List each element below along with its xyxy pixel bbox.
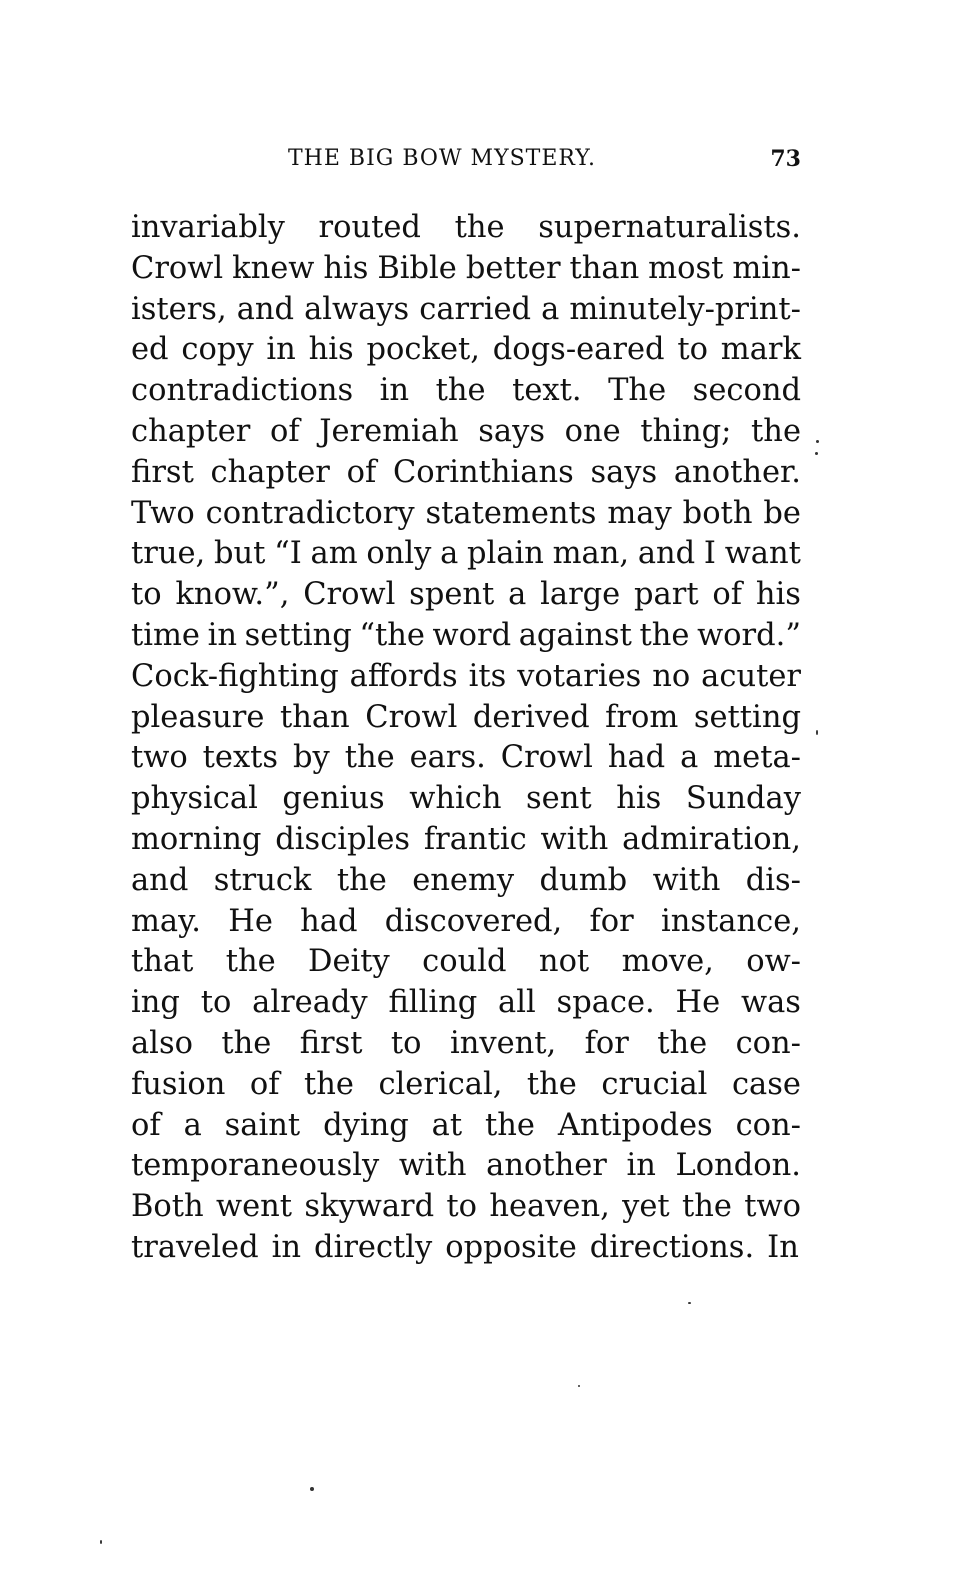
- word: temporaneously: [131, 1148, 380, 1184]
- word: derived: [472, 699, 590, 735]
- word: ears.: [409, 740, 486, 776]
- word: filling: [388, 985, 478, 1021]
- word: two: [131, 740, 188, 776]
- word: was: [740, 985, 801, 1021]
- word: the: [344, 740, 395, 776]
- word: his: [616, 781, 662, 817]
- word: says: [590, 454, 658, 490]
- text-line: [131, 902, 801, 943]
- word: a: [680, 740, 699, 776]
- word: instance,: [661, 903, 801, 939]
- word: dumb: [539, 862, 628, 898]
- word: I: [703, 536, 716, 572]
- word: and: [637, 536, 696, 572]
- text-line: [131, 412, 801, 453]
- word: skyward: [304, 1189, 435, 1225]
- word: ing: [131, 985, 180, 1021]
- word: says: [478, 413, 545, 449]
- word: discovered,: [384, 903, 563, 939]
- word: Both: [131, 1189, 204, 1225]
- word: crucial: [601, 1066, 708, 1102]
- word: the: [681, 1189, 732, 1225]
- text-line: [131, 290, 801, 331]
- word: He: [675, 985, 721, 1021]
- running-header: [131, 146, 801, 180]
- word: the: [751, 413, 801, 449]
- word: dis-: [745, 862, 801, 898]
- word: one: [564, 413, 621, 449]
- word: always: [304, 291, 410, 327]
- word: pleasure: [131, 699, 265, 735]
- word: directions.: [589, 1229, 755, 1265]
- word: statements: [425, 495, 597, 531]
- word: admiration,: [622, 821, 801, 857]
- word: the: [225, 944, 276, 980]
- word: word.”: [697, 617, 801, 653]
- word: the: [639, 617, 690, 653]
- text-line: [131, 1106, 801, 1147]
- word: enemy: [412, 862, 515, 898]
- text-line: [131, 1065, 801, 1106]
- word: frantic: [423, 821, 527, 857]
- text-line: [131, 1146, 801, 1187]
- word: both: [682, 495, 753, 531]
- word: “I: [274, 536, 302, 572]
- word: by: [293, 740, 330, 776]
- word: already: [252, 985, 368, 1021]
- word: a: [183, 1107, 202, 1143]
- word: the: [526, 1066, 577, 1102]
- word: its: [468, 658, 507, 694]
- text-line: [131, 371, 801, 412]
- body-text: [131, 208, 801, 1269]
- word: Antipodes: [557, 1107, 713, 1143]
- word: Crowl: [131, 250, 224, 286]
- word: ed: [131, 332, 169, 368]
- word: thing;: [640, 413, 732, 449]
- word: Cock-fighting: [131, 658, 339, 694]
- word: setting: [244, 617, 352, 653]
- word: the: [485, 1107, 535, 1143]
- word: to: [390, 1025, 422, 1061]
- word: first: [299, 1025, 363, 1061]
- text-line: [131, 249, 801, 290]
- word: affords: [349, 658, 458, 694]
- word: a: [508, 577, 527, 613]
- word: part: [634, 577, 699, 613]
- scan-speck: [815, 452, 818, 455]
- word: for: [589, 903, 634, 939]
- word: with: [540, 821, 609, 857]
- word: be: [763, 495, 801, 531]
- word: in: [379, 373, 410, 409]
- word: true,: [131, 536, 206, 572]
- text-line: [131, 1187, 801, 1228]
- word: all: [498, 985, 536, 1021]
- word: clerical,: [378, 1066, 503, 1102]
- word: fusion: [131, 1066, 226, 1102]
- word: better: [465, 250, 561, 286]
- word: con-: [735, 1107, 801, 1143]
- word: isters,: [131, 291, 227, 327]
- word: no: [652, 658, 691, 694]
- text-line: [131, 1024, 801, 1065]
- word: invariably: [131, 210, 285, 245]
- word: of: [712, 577, 743, 613]
- word: to: [677, 332, 708, 368]
- word: in: [266, 332, 296, 368]
- word: only: [366, 536, 432, 572]
- word: and: [131, 862, 189, 898]
- word: against: [518, 617, 632, 653]
- word: supernaturalists.: [538, 210, 801, 245]
- word: Sunday: [685, 781, 801, 817]
- text-line: [131, 208, 801, 249]
- word: two: [744, 1189, 801, 1225]
- word: votaries: [517, 658, 642, 694]
- word: London.: [675, 1148, 801, 1184]
- word: of: [131, 1107, 161, 1143]
- text-line: [131, 657, 801, 698]
- text-line: [131, 861, 801, 902]
- word: first: [131, 454, 194, 490]
- word: to: [200, 985, 232, 1021]
- word: dogs-eared: [492, 332, 665, 368]
- scan-speck: [578, 1385, 580, 1387]
- word: man,: [552, 536, 630, 572]
- word: also: [131, 1025, 193, 1061]
- word: had: [607, 740, 666, 776]
- word: Crowl: [365, 699, 458, 735]
- word: knew: [232, 250, 315, 286]
- word: the: [657, 1025, 708, 1061]
- word: the: [304, 1066, 354, 1102]
- word: “the: [359, 617, 425, 653]
- word: carried: [419, 291, 532, 327]
- text-line: [131, 494, 801, 535]
- word: but: [213, 536, 266, 572]
- text-line: [131, 942, 801, 983]
- word: a: [541, 291, 560, 327]
- word: the: [435, 373, 486, 409]
- word: may: [607, 495, 672, 531]
- scan-speck: [688, 1302, 691, 1304]
- scan-speck: [816, 730, 818, 735]
- text-line: [131, 738, 801, 779]
- word: Deity: [308, 944, 390, 980]
- word: disciples: [275, 821, 411, 857]
- word: not: [538, 944, 590, 980]
- running-title: THE BIG BOW MYSTERY.: [288, 146, 596, 171]
- word: Corinthians: [392, 454, 574, 490]
- word: could: [422, 944, 507, 980]
- word: invent,: [449, 1025, 557, 1061]
- word: He: [228, 903, 273, 939]
- word: Crowl: [303, 577, 396, 613]
- word: the: [336, 862, 387, 898]
- word: chapter: [210, 454, 330, 490]
- word: traveled: [131, 1229, 259, 1265]
- text-line: [131, 575, 801, 616]
- word: Bible: [377, 250, 457, 286]
- word: word: [432, 617, 512, 653]
- word: morning: [131, 821, 262, 857]
- word: dying: [323, 1107, 409, 1143]
- word: struck: [213, 862, 312, 898]
- word: with: [652, 862, 721, 898]
- word: of: [346, 454, 377, 490]
- word: The: [608, 373, 667, 409]
- word: setting: [693, 699, 801, 735]
- word: yet: [622, 1189, 670, 1225]
- word: to: [446, 1189, 478, 1225]
- word: from: [605, 699, 679, 735]
- word: the: [454, 210, 505, 245]
- word: In: [767, 1229, 799, 1265]
- word: pocket,: [366, 332, 480, 368]
- word: time: [131, 617, 200, 653]
- word: had: [300, 903, 358, 939]
- word: directly: [314, 1229, 433, 1265]
- word: move,: [621, 944, 714, 980]
- text-line: [131, 820, 801, 861]
- word: contradictions: [131, 373, 354, 409]
- text-line: [131, 983, 801, 1024]
- word: sent: [526, 781, 592, 817]
- word: ow-: [746, 944, 801, 980]
- word: of: [269, 413, 300, 449]
- text-line: [131, 534, 801, 575]
- word: second: [692, 373, 801, 409]
- word: want: [724, 536, 801, 572]
- word: at: [431, 1107, 463, 1143]
- word: that: [131, 944, 194, 980]
- word: his: [755, 577, 801, 613]
- text-line: [131, 330, 801, 371]
- word: and: [236, 291, 295, 327]
- word: than: [279, 699, 350, 735]
- word: Crowl: [500, 740, 593, 776]
- word: mark: [720, 332, 801, 368]
- word: most: [648, 250, 724, 286]
- word: went: [215, 1189, 293, 1225]
- word: am: [310, 536, 358, 572]
- text-line: [131, 779, 801, 820]
- word: Two: [131, 495, 195, 531]
- word: min-: [732, 250, 801, 286]
- word: in: [271, 1229, 302, 1265]
- scan-speck: [816, 440, 819, 443]
- word: minutely-print-: [569, 291, 801, 327]
- word: plain: [467, 536, 544, 572]
- word: genius: [282, 781, 385, 817]
- word: his: [323, 250, 369, 286]
- text-line: [131, 453, 801, 494]
- word: chapter: [131, 413, 251, 449]
- word: to: [131, 577, 162, 613]
- word: spent: [409, 577, 495, 613]
- word: another: [486, 1148, 607, 1184]
- word: another.: [673, 454, 801, 490]
- word: in: [207, 617, 237, 653]
- word: case: [731, 1066, 801, 1102]
- word: text.: [512, 373, 582, 409]
- text-line: [131, 616, 801, 657]
- word: know.”,: [175, 577, 290, 613]
- word: texts: [202, 740, 279, 776]
- word: the: [221, 1025, 272, 1061]
- word: meta-: [713, 740, 801, 776]
- word: than: [569, 250, 640, 286]
- word: with: [398, 1148, 467, 1184]
- word: acuter: [701, 658, 801, 694]
- word: large: [540, 577, 621, 613]
- word: copy: [181, 332, 254, 368]
- word: for: [584, 1025, 629, 1061]
- word: contradictory: [205, 495, 415, 531]
- word: of: [249, 1066, 280, 1102]
- word: routed: [318, 210, 421, 245]
- word: opposite: [445, 1229, 577, 1265]
- word: space.: [556, 985, 655, 1021]
- word: Jeremiah: [319, 413, 459, 449]
- word: physical: [131, 781, 258, 817]
- text-line: [131, 1228, 801, 1269]
- word: his: [308, 332, 354, 368]
- word: in: [626, 1148, 656, 1184]
- scan-speck: [310, 1487, 314, 1491]
- scan-speck: [100, 1540, 102, 1544]
- word: heaven,: [489, 1189, 610, 1225]
- word: which: [409, 781, 502, 817]
- word: may.: [131, 903, 201, 939]
- word: con-: [735, 1025, 801, 1061]
- text-line: [131, 698, 801, 739]
- page-number: 73: [770, 146, 801, 172]
- word: a: [440, 536, 459, 572]
- word: saint: [224, 1107, 301, 1143]
